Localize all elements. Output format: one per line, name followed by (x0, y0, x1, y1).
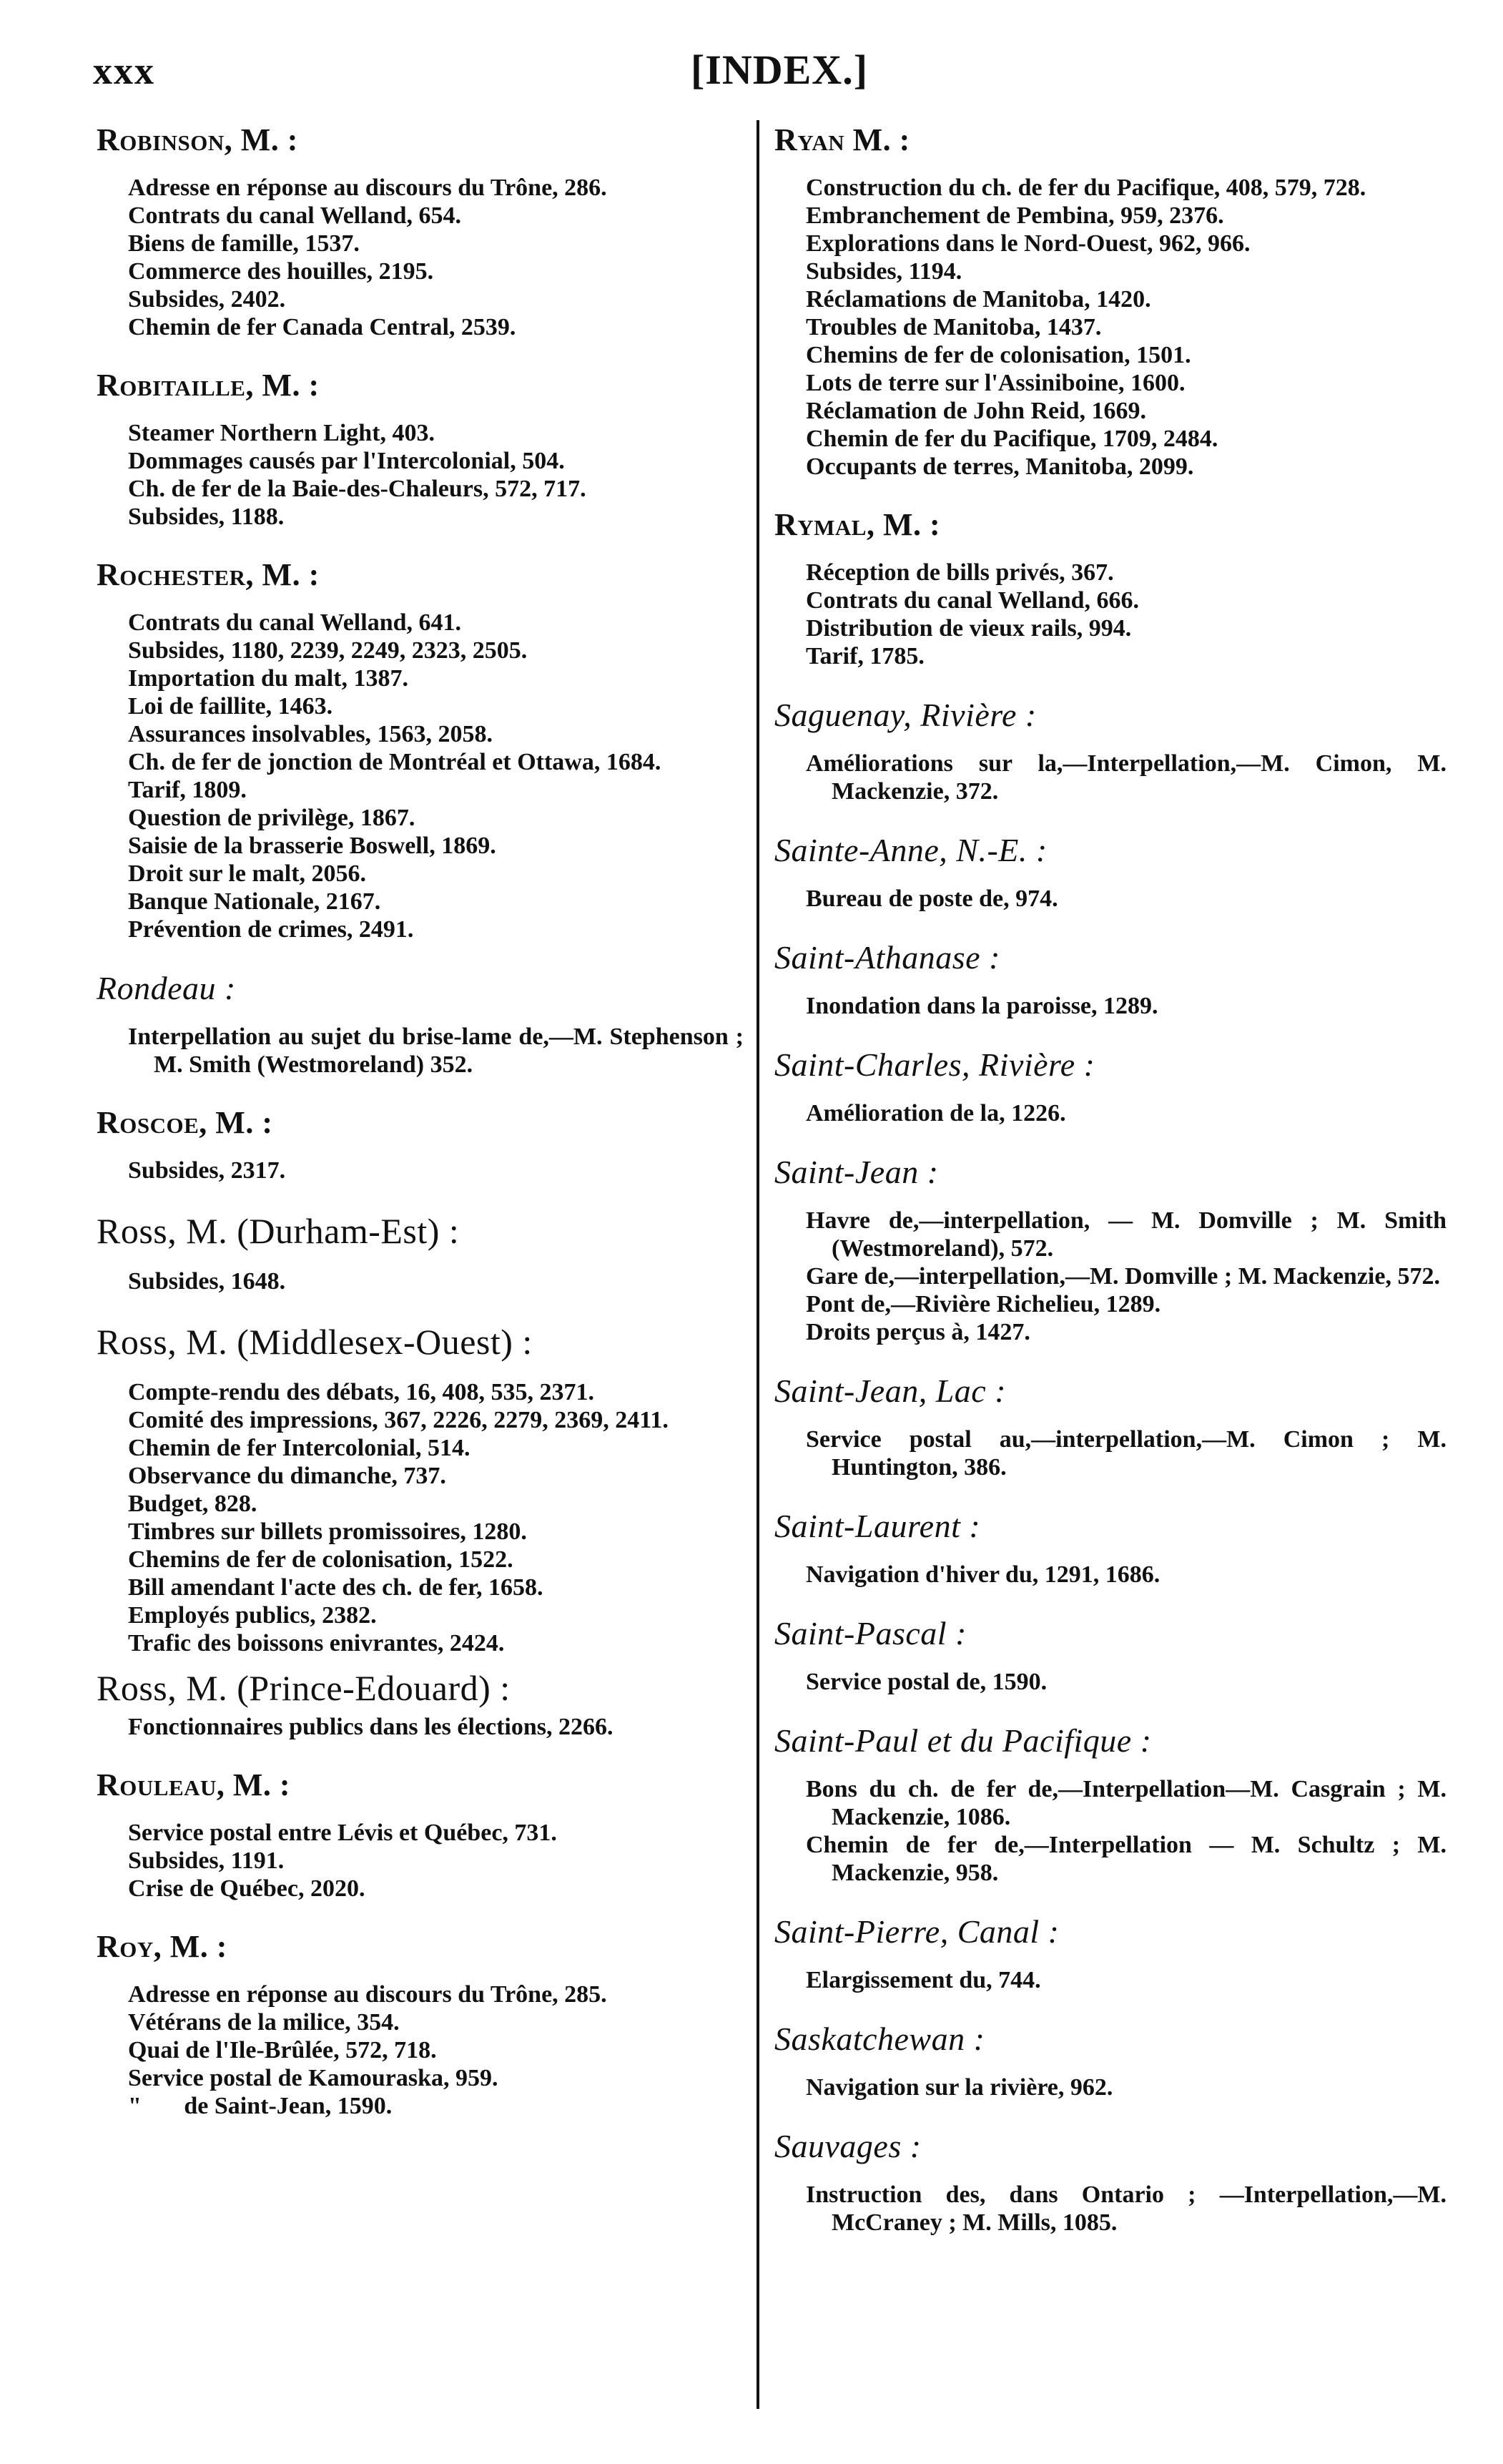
right-column (774, 122, 1447, 2435)
running-title: [INDEX.] (690, 46, 869, 93)
entry-item: Quai de l'Ile-Brûlée, 572, 718. (128, 2037, 437, 2063)
index-entry (97, 1928, 744, 2120)
entry-item: Service postal de Kamouraska, 959. (128, 2065, 498, 2091)
entry-item: Tarif, 1785. (806, 643, 925, 669)
index-entry (97, 969, 744, 1079)
index-entry (97, 122, 744, 341)
entry-item: Inondation dans la paroisse, 1289. (806, 993, 1158, 1019)
entry-item: Gare de,—interpellation,—M. Domville ; M. Mackenzie, 572. (806, 1263, 1440, 1290)
entry-heading: Saint-Jean : (774, 1154, 939, 1190)
entry-item: Embranchement de Pembina, 959, 2376. (806, 202, 1224, 229)
entry-item: Commerce des houilles, 2195. (128, 258, 434, 285)
index-entry (97, 1210, 744, 1295)
index-entry (774, 1507, 1447, 1589)
entry-item: Subsides, 2317. (128, 1157, 286, 1184)
entry-item: Loi de faillite, 1463. (128, 693, 333, 720)
entry-item: Chemin de fer Canada Central, 2539. (128, 314, 516, 340)
entry-item: Vétérans de la milice, 354. (128, 2009, 400, 2036)
entry-item: Chemin de fer Intercolonial, 514. (128, 1435, 470, 1461)
entry-item: Adresse en réponse au discours du Trône, 285. (128, 1981, 607, 2008)
index-entry (774, 831, 1447, 913)
entry-heading: Roscoe, M. : (97, 1105, 273, 1140)
entry-item: Compte-rendu des débats, 16, 408, 535, 2371. (128, 1379, 595, 1405)
entry-item: Subsides, 1180, 2239, 2249, 2323, 2505. (128, 637, 528, 664)
entry-item: Lots de terre sur l'Assiniboine, 1600. (806, 370, 1186, 396)
index-entry (774, 1153, 1447, 1346)
entry-item: Dommages causés par l'Intercolonial, 504. (128, 448, 565, 474)
entry-heading: Saskatchewan : (774, 2021, 985, 2057)
entry-heading: Rondeau : (97, 970, 236, 1006)
entry-item: Service postal entre Lévis et Québec, 731. (128, 1820, 557, 1846)
index-entry (774, 1722, 1447, 1887)
entry-heading: Sauvages : (774, 2128, 922, 2164)
entry-item: Ch. de fer de la Baie-des-Chaleurs, 572, 717. (128, 476, 586, 502)
index-entry (97, 1321, 744, 1657)
left-column (97, 122, 744, 2435)
entry-heading: Saint-Charles, Rivière : (774, 1046, 1095, 1083)
entry-item: Ch. de fer de jonction de Montréal et Ottawa, 1684. (128, 749, 661, 775)
entry-item: Employés publics, 2382. (128, 1602, 377, 1629)
page-header (93, 41, 1466, 106)
index-entry (774, 506, 1447, 670)
entry-item: Améliorations sur la,—Interpellation,—M. Cimon, M. Mackenzie, 372. (806, 750, 1447, 805)
entry-item: Subsides, 1191. (128, 1847, 285, 1874)
entry-item: Contrats du canal Welland, 641. (128, 609, 462, 636)
index-entry (97, 367, 744, 531)
entry-heading: Rochester, M. : (97, 557, 320, 592)
entry-item: Havre de,—interpellation, — M. Domville ; M. Smith (Westmoreland), 572. (806, 1207, 1447, 1262)
entry-item: Navigation sur la rivière, 962. (806, 2074, 1113, 2101)
entry-heading: Ryan M. : (774, 122, 910, 157)
entry-item: Subsides, 1194. (806, 258, 962, 285)
entry-heading: Sainte-Anne, N.-E. : (774, 832, 1048, 868)
entry-item: Réclamation de John Reid, 1669. (806, 398, 1146, 424)
entry-item: Saisie de la brasserie Boswell, 1869. (128, 833, 496, 859)
index-entry (774, 696, 1447, 805)
page-number: xxx (93, 49, 155, 92)
entry-item: Occupants de terres, Manitoba, 2099. (806, 453, 1194, 480)
entry-item: Droit sur le malt, 2056. (128, 860, 367, 887)
entry-item: Droits perçus à, 1427. (806, 1319, 1030, 1345)
entry-item: Contrats du canal Welland, 666. (806, 587, 1140, 614)
entry-item: Instruction des, dans Ontario ; —Interpellation,—M. McCraney ; M. Mills, 1085. (806, 2181, 1447, 2236)
index-entry (97, 1104, 744, 1184)
entry-item: Prévention de crimes, 2491. (128, 916, 414, 943)
entry-heading: Saguenay, Rivière : (774, 697, 1037, 733)
entry-item: Subsides, 2402. (128, 286, 286, 313)
entry-heading: Ross, M. (Middlesex-Ouest) : (97, 1322, 533, 1362)
entry-heading: Robitaille, M. : (97, 368, 320, 403)
entry-item: Subsides, 1648. (128, 1268, 286, 1295)
entry-item: Trafic des boissons enivrantes, 2424. (128, 1630, 505, 1656)
entry-item: " de Saint-Jean, 1590. (128, 2093, 393, 2119)
entry-heading: Robinson, M. : (97, 122, 298, 157)
index-entry (774, 122, 1447, 481)
entry-item: Distribution de vieux rails, 994. (806, 615, 1132, 642)
entry-item: Service postal au,—interpellation,—M. Cimon ; M. Huntington, 386. (806, 1426, 1447, 1481)
entry-item: Steamer Northern Light, 403. (128, 420, 435, 446)
index-entry (774, 1913, 1447, 1994)
entry-heading: Rymal, M. : (774, 507, 941, 542)
entry-heading: Rouleau, M. : (97, 1767, 291, 1802)
entry-item: Amélioration de la, 1226. (806, 1100, 1066, 1127)
entry-item: Réception de bills privés, 367. (806, 559, 1114, 586)
index-entry (774, 938, 1447, 1020)
entry-item: Fonctionnaires publics dans les élections, 2266. (128, 1714, 613, 1740)
entry-item: Contrats du canal Welland, 654. (128, 202, 462, 229)
entry-item: Comité des impressions, 367, 2226, 2279, 2369, 2411. (128, 1407, 669, 1433)
index-entry (97, 1667, 744, 1741)
entry-item: Tarif, 1809. (128, 777, 247, 803)
entry-heading: Roy, M. : (97, 1929, 227, 1964)
entry-item: Timbres sur billets promissoires, 1280. (128, 1518, 527, 1545)
entry-item: Observance du dimanche, 737. (128, 1463, 446, 1489)
index-entry (774, 1046, 1447, 1127)
index-entry (774, 1614, 1447, 1696)
entry-item: Pont de,—Rivière Richelieu, 1289. (806, 1291, 1161, 1317)
entry-heading: Saint-Pascal : (774, 1615, 967, 1651)
entry-heading: Ross, M. (Prince-Edouard) : (97, 1668, 511, 1708)
entry-item: Service postal de, 1590. (806, 1669, 1048, 1695)
entry-item: Bill amendant l'acte des ch. de fer, 1658. (128, 1574, 543, 1601)
index-entry (97, 1767, 744, 1903)
entry-item: Chemin de fer de,—Interpellation — M. Schultz ; M. Mackenzie, 958. (806, 1832, 1447, 1886)
entry-item: Navigation d'hiver du, 1291, 1686. (806, 1561, 1160, 1588)
entry-item: Crise de Québec, 2020. (128, 1875, 365, 1902)
entry-heading: Saint-Athanase : (774, 939, 1000, 976)
index-entry (97, 556, 744, 943)
entry-item: Construction du ch. de fer du Pacifique, 408, 579, 728. (806, 175, 1366, 201)
entry-item: Budget, 828. (128, 1491, 257, 1517)
entry-item: Banque Nationale, 2167. (128, 888, 381, 915)
entry-item: Elargissement du, 744. (806, 1967, 1041, 1993)
entry-item: Bureau de poste de, 974. (806, 885, 1058, 912)
entry-item: Interpellation au sujet du brise-lame de,—M. Stephenson ; M. Smith (Westmoreland) 352. (128, 1024, 744, 1078)
column-divider (757, 120, 759, 2409)
entry-item: Subsides, 1188. (128, 504, 285, 530)
entry-heading: Saint-Pierre, Canal : (774, 1913, 1060, 1950)
entry-heading: Saint-Paul et du Pacifique : (774, 1722, 1152, 1759)
entry-heading: Ross, M. (Durham-Est) : (97, 1211, 460, 1251)
entry-item: Assurances insolvables, 1563, 2058. (128, 721, 493, 747)
entry-item: Réclamations de Manitoba, 1420. (806, 286, 1151, 313)
entry-item: Importation du malt, 1387. (128, 665, 408, 692)
entry-heading: Saint-Jean, Lac : (774, 1373, 1007, 1409)
entry-heading: Saint-Laurent : (774, 1508, 981, 1544)
entry-item: Bons du ch. de fer de,—Interpellation—M. Casgrain ; M. Mackenzie, 1086. (806, 1776, 1447, 1830)
index-entry (774, 1372, 1447, 1481)
index-entry (774, 2020, 1447, 2101)
index-entry (774, 2127, 1447, 2237)
entry-item: Question de privilège, 1867. (128, 805, 415, 831)
entry-item: Biens de famille, 1537. (128, 230, 360, 257)
entry-item: Chemin de fer du Pacifique, 1709, 2484. (806, 426, 1218, 452)
entry-item: Chemins de fer de colonisation, 1522. (128, 1546, 513, 1573)
entry-item: Chemins de fer de colonisation, 1501. (806, 342, 1191, 368)
entry-item: Adresse en réponse au discours du Trône, 286. (128, 175, 607, 201)
entry-item: Troubles de Manitoba, 1437. (806, 314, 1102, 340)
entry-item: Explorations dans le Nord-Ouest, 962, 966. (806, 230, 1251, 257)
